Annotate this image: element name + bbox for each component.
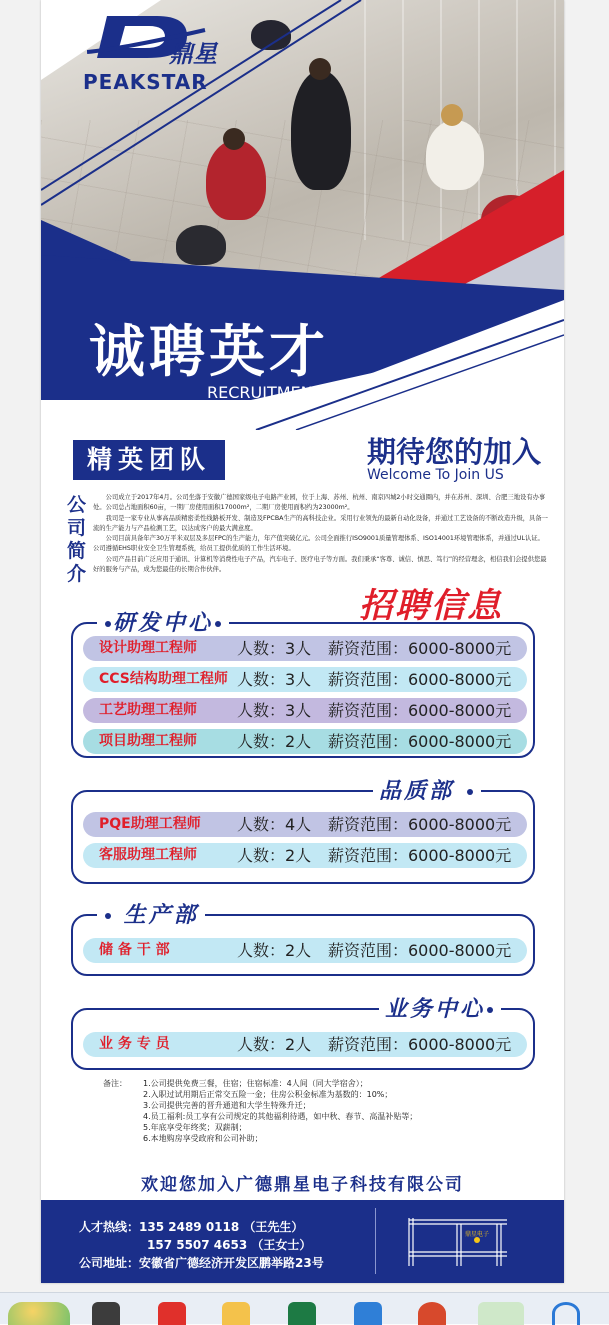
job-role: 设计助理工程师 [99, 640, 197, 656]
intro-paragraph: 公司产品目前广泛应用于通讯、计算机等消费性电子产品，汽车电子、医疗电子等方面。我们秉承“客尊、诚信、慎思、笃行”的经营理念，相信我们会提供您最好的服务与产品，成为您最佳的长期合作伙伴。 [93, 555, 547, 574]
job-count: 人数：2人 [237, 846, 312, 865]
dept-title: 研发中心 [97, 606, 229, 637]
company-welcome-banner: 欢迎您加入广德鼎星电子科技有限公司 [141, 1175, 464, 1195]
recruitment-poster [41, 0, 564, 1283]
hero-banner [41, 0, 564, 430]
welcome-subheading: Welcome To Join US [367, 467, 504, 483]
notes-label: 备注： [103, 1079, 127, 1088]
map-marker-label: 鼎星电子 [465, 1231, 490, 1238]
brand-name-en: PEAKSTAR [83, 70, 208, 94]
job-role: 工艺助理工程师 [99, 702, 197, 718]
wechat-icon[interactable] [478, 1302, 524, 1325]
note-item: 3.公司提供完善的晋升通道和大学生特殊升迁； [143, 1101, 311, 1110]
recruitment-title-en: RECRUITMENT [207, 383, 323, 402]
welcome-heading: 期待您的加入 [367, 435, 542, 469]
dept-business-center [71, 997, 535, 1070]
folder-icon[interactable] [222, 1302, 250, 1325]
recruitment-info-title: 招聘信息 [359, 586, 503, 626]
dept-title: 品质部 [373, 774, 481, 805]
intro-paragraph: 公司成立于2017年4月。公司坐落于安徽广德国家级电子电路产业园，位于上海、苏州、杭州、南京四城2小时交通圈内，并在苏州、深圳、合肥三地设有办事处。公司总占地面积60亩，一期厂房使用面积17000m²，二期厂房使用面积约为23000m²。 [93, 494, 546, 512]
job-role: 项目助理工程师 [99, 733, 197, 749]
search-app-icon[interactable] [552, 1302, 580, 1325]
job-salary: 薪资范围：6000-8000元 [328, 941, 512, 960]
job-salary: 薪资范围：6000-8000元 [328, 670, 512, 689]
job-role: 客服助理工程师 [99, 847, 197, 863]
job-row [83, 843, 527, 868]
dept-title: 生产部 [97, 898, 205, 929]
taskbar [0, 1292, 609, 1324]
phone-2: 157 5507 4653 （王女士） [147, 1238, 312, 1252]
brand-name-cn: 鼎星 [169, 40, 217, 68]
job-count: 人数：2人 [237, 732, 312, 751]
note-item: 6.本地购房享受政府和公司补助； [143, 1134, 263, 1143]
job-count: 人数：3人 [237, 639, 312, 658]
job-row [83, 1032, 527, 1057]
note-item: 2.入职过试用期后正常交五险一金；住房公积金标准为基数的：10%； [143, 1090, 393, 1099]
benefit-notes [103, 1078, 523, 1144]
job-row [83, 729, 527, 754]
job-salary: 薪资范围：6000-8000元 [328, 701, 512, 720]
job-count: 人数：3人 [237, 670, 312, 689]
job-row [83, 636, 527, 661]
peakstar-logo [71, 8, 261, 92]
dept-rnd-center [71, 611, 535, 758]
pen-app-icon[interactable] [158, 1302, 186, 1325]
job-row [83, 938, 527, 963]
job-role: 业 务 专 员 [99, 1036, 170, 1052]
job-role: 储 备 干 部 [99, 942, 170, 958]
company-address: 安徽省广德经济开发区鹏举路23号 [139, 1256, 324, 1270]
job-count: 人数：2人 [237, 1035, 312, 1054]
elite-team-badge: 精英团队 [73, 440, 225, 480]
calendar-icon[interactable] [354, 1302, 382, 1325]
job-salary: 薪资范围：6000-8000元 [328, 639, 512, 658]
job-salary: 薪资范围：6000-8000元 [328, 732, 512, 751]
job-salary: 薪资范围：6000-8000元 [328, 815, 512, 834]
job-count: 人数：4人 [237, 815, 312, 834]
company-intro-label: 公 司 简 介 [67, 494, 87, 585]
job-role: CCS结构助理工程师 [99, 671, 228, 687]
job-row [83, 698, 527, 723]
job-count: 人数：3人 [237, 701, 312, 720]
location-map [397, 1206, 517, 1276]
job-count: 人数：2人 [237, 941, 312, 960]
note-item: 5.年底享受年终奖；双薪制； [143, 1123, 247, 1132]
hotline-label: 人才热线： [79, 1220, 140, 1234]
flower-app-icon[interactable] [8, 1302, 70, 1325]
dept-title: 业务中心 [379, 992, 501, 1023]
excel-icon[interactable] [288, 1302, 316, 1325]
contact-footer [41, 1200, 564, 1283]
job-salary: 薪资范围：6000-8000元 [328, 1035, 512, 1054]
recruitment-title-cn: 诚聘英才 [89, 320, 329, 385]
dept-quality [71, 779, 535, 884]
address-label: 公司地址： [79, 1256, 140, 1270]
intro-paragraph: 公司目前具备年产30万平米双层及多层FPC的生产能力，年产值突破亿元。公司全面推行ISO9001质量管理体系、ISO14001环境管理体系，并通过UL认证。公司遵循EHS职业安全卫生管理系统，给员工提供优质的工作生活环境。 [93, 535, 544, 553]
note-item: 1.公司提供免费三餐，住宿；住宿标准：4人间（同大学宿舍）； [143, 1079, 368, 1088]
job-salary: 薪资范围：6000-8000元 [328, 846, 512, 865]
company-intro-text [93, 493, 549, 575]
job-row [83, 667, 527, 692]
note-item: 4.员工福利:员工享有公司规定的其他福利待遇，如中秋、春节、高温补贴等； [143, 1112, 418, 1121]
dept-production [71, 903, 535, 976]
terminal-icon[interactable] [92, 1302, 120, 1325]
intro-paragraph: 我司是一家专业从事高品质精密柔性线路板开发、制造及FPCBA生产的高科技企业。采用行业领先的最新自动化设备，并通过工艺设备的不断改造升级，具备一流的生产能力与产品检测工艺，以达成客户的最大满意度。 [93, 514, 548, 532]
phone-1: 135 2489 0118 （王先生） [139, 1220, 304, 1234]
job-row [83, 812, 527, 837]
powerpoint-icon[interactable] [418, 1302, 446, 1325]
job-role: PQE助理工程师 [99, 816, 201, 832]
